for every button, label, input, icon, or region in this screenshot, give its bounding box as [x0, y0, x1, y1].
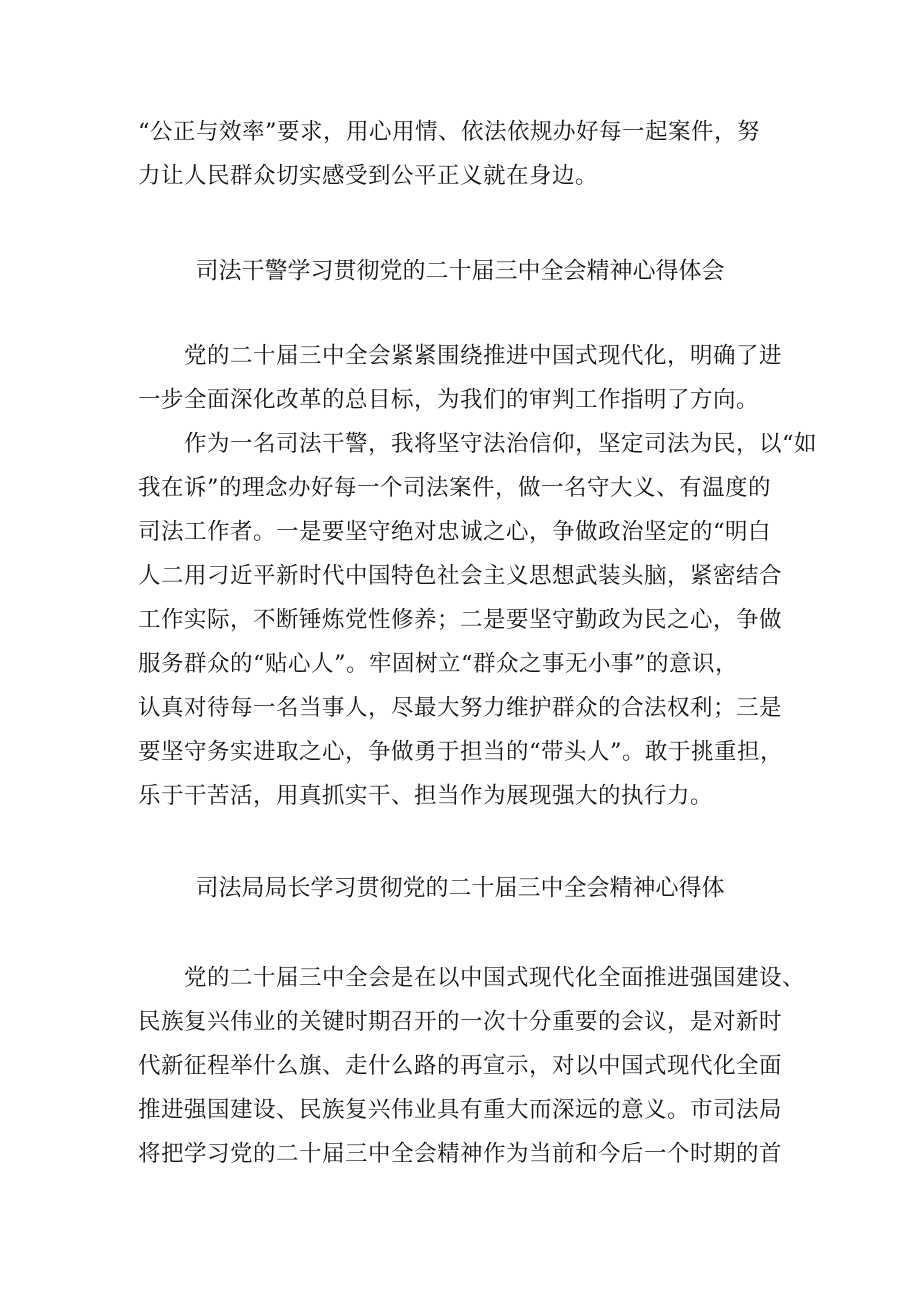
paragraph-line: 要坚守务实进取之心，争做勇于担当的“带头人”。敢于挑重担，: [138, 739, 784, 765]
paragraph-line: 代新征程举什么旗、走什么路的再宣示，对以中国式现代化全面: [138, 1053, 783, 1079]
paragraph-line: 推进强国建设、民族复兴伟业具有重大而深远的意义。市司法局: [138, 1097, 783, 1123]
paragraph-line: 认真对待每一名当事人，尽最大努力维护群众的合法权利；三是: [138, 695, 783, 721]
paragraph-line: 一步全面深化改革的总目标，为我们的审判工作指明了方向。: [138, 387, 760, 413]
paragraph-line: 将把学习党的二十届三中全会精神作为当前和今后一个时期的首: [138, 1141, 783, 1167]
intro-line: “公正与效率”要求，用心用情、依法依规办好每一起案件，努: [138, 119, 761, 145]
paragraph-line: 乐于干苦活，用真抓实干、担当作为展现强大的执行力。: [138, 783, 714, 809]
section-title: 司法局局长学习贯彻党的二十届三中全会精神心得体: [195, 875, 725, 901]
paragraph-line: 作为一名司法干警，我将坚守法治信仰，坚定司法为民，以“如: [138, 431, 818, 457]
paragraph-line: 党的二十届三中全会紧紧围绕推进中国式现代化，明确了进: [138, 343, 783, 369]
section-title: 司法干警学习贯彻党的二十届三中全会精神心得体会: [195, 258, 725, 284]
paragraph-line: 党的二十届三中全会是在以中国式现代化全面推进强国建设、: [138, 965, 806, 991]
paragraph-line: 司法工作者。一是要坚守绝对忠诚之心，争做政治坚定的“明白: [138, 519, 772, 545]
paragraph-line: 人二用刁近平新时代中国特色社会主义思想武装头脑，紧密结合: [138, 563, 783, 589]
paragraph-line: 我在诉”的理念办好每一个司法案件，做一名守大义、有温度的: [138, 475, 772, 501]
paragraph-line: 民族复兴伟业的关键时期召开的一次十分重要的会议，是对新时: [138, 1009, 783, 1035]
intro-line: 力让人民群众切实感受到公平正义就在身边。: [138, 163, 599, 189]
paragraph-line: 工作实际，不断锤炼党性修养；二是要坚守勤政为民之心，争做: [138, 607, 783, 633]
paragraph-line: 服务群众的“贴心人”。牢固树立“群众之事无小事”的意识，: [138, 651, 739, 677]
